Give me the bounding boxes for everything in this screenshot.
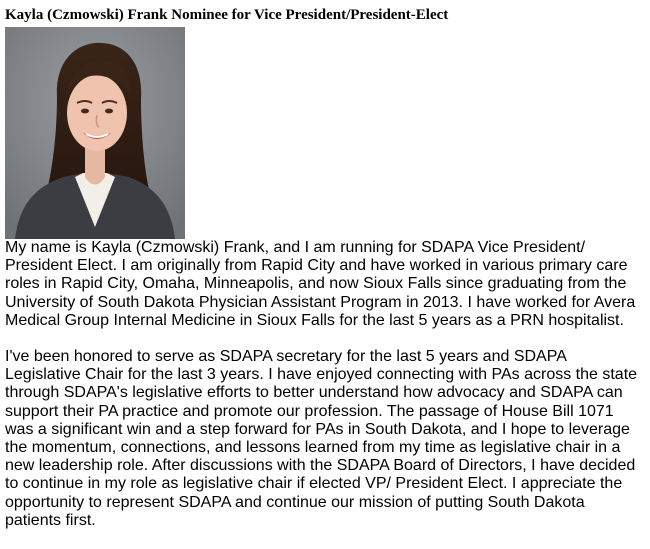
nominee-bio <box>5 239 645 530</box>
nominee-article <box>5 0 645 530</box>
nominee-heading: Kayla (Czmowski) Frank Nominee for Vice President/President-Elect <box>5 7 449 23</box>
bio-paragraph-1: My name is Kayla (Czmowski) Frank, and I am running for SDAPA Vice President/ President Elect. I am originally from Rapid City and have worked in various primary care roles in Rapid City, Omaha, Minneapolis, and now Sioux Falls since graduating from the University of South Dakota Physician Assistant Program in 2013. I have worked for Avera Medical Group Internal Medicine in Sioux Falls for the last 5 years as a PRN hospitalist. <box>5 239 636 329</box>
bio-paragraph-2: I've been honored to serve as SDAPA secretary for the last 5 years and SDAPA Legislative Chair for the last 3 years. I have enjoyed connecting with PAs across the state through SDAPA's legislative efforts to better understand how advocacy and SDAPA can support their PA practice and promote our profession. The passage of House Bill 1071 was a significant win and a step forward for PAs in South Dakota, and I hope to leverage the momentum, connections, and lessons learned from my time as legislative chair in a new leadership role. After discussions with the SDAPA Board of Directors, I have decided to continue in my role as legislative chair if elected VP/ President Elect. I appreciate the opportunity to represent SDAPA and continue our mission of putting South Dakota patients first. <box>5 348 638 529</box>
portrait-illustration <box>5 27 185 239</box>
nominee-portrait-photo <box>5 27 185 239</box>
